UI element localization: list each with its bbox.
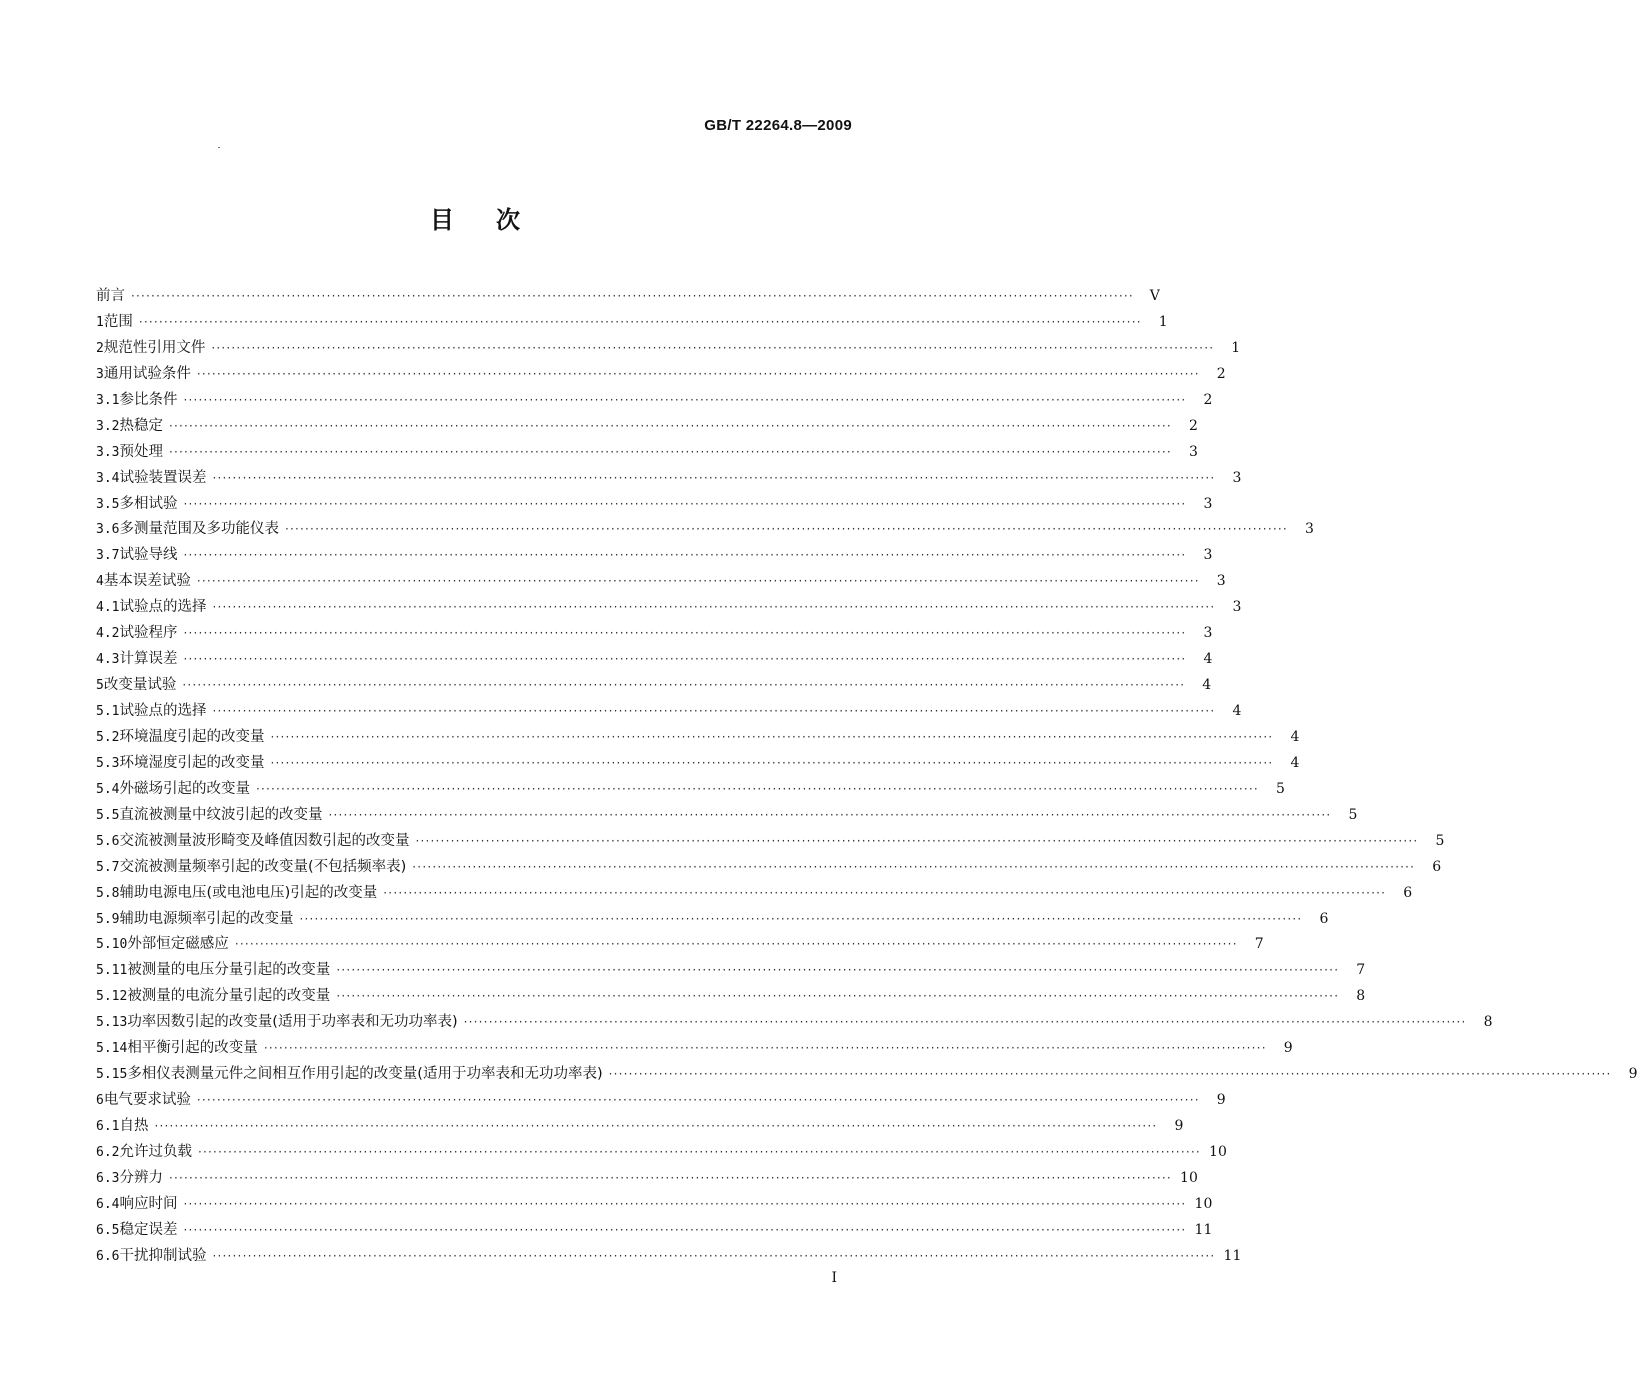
toc-entry[interactable] [96, 777, 1285, 803]
toc-leader-dots: ········································································································································································································ [168, 1170, 1172, 1185]
toc-entry-number: 3.7 [96, 548, 120, 564]
toc-leader-dots: ········································································································································································································ [383, 885, 1387, 900]
toc-entry-title: 前言 [96, 288, 125, 304]
toc-entry-page: 7 [1356, 962, 1366, 979]
toc-entry-page: 1 [1231, 339, 1241, 356]
toc-entry-page: 4 [1290, 728, 1300, 745]
toc-entry-title: 电气要求试验 [103, 1092, 191, 1109]
toc-entry-title: 试验点的选择 [119, 599, 207, 616]
toc-leader-dots: ········································································································································································································ [255, 781, 1259, 796]
toc-leader-dots: ········································································································································································································ [183, 1196, 1187, 1211]
toc-entry-title: 环境温度引起的改变量 [119, 728, 265, 745]
toc-title-char-2: 次 [496, 206, 520, 234]
toc-entry-number: 4.2 [96, 626, 120, 642]
toc-leader-dots: ········································································································································································································ [336, 989, 1340, 1004]
toc-entry[interactable] [96, 829, 1445, 855]
toc-entry[interactable] [96, 958, 1366, 984]
toc-entry-title: 被测量的电压分量引起的改变量 [127, 962, 331, 979]
toc-entry[interactable] [96, 699, 1242, 725]
toc-entry[interactable] [96, 1166, 1198, 1192]
toc-entry-number: 5.2 [96, 729, 120, 745]
toc-leader-dots: ········································································································································································································ [183, 652, 1187, 667]
toc-entry-title: 规范性引用文件 [103, 339, 206, 356]
toc-entry-page: 8 [1356, 988, 1366, 1005]
toc-leader-dots: ········································································································································································································ [131, 289, 1134, 303]
toc-entry[interactable] [96, 1244, 1242, 1270]
toc-entry-page: 6 [1403, 884, 1413, 901]
toc-entry-number: 6 [96, 1093, 104, 1109]
toc-entry[interactable] [96, 907, 1329, 933]
toc-entry-title: 改变量试验 [103, 677, 177, 694]
toc-entry[interactable] [96, 569, 1226, 595]
toc-entry[interactable] [96, 310, 1168, 336]
table-of-contents [96, 284, 1638, 1270]
toc-entry-page: 4 [1232, 703, 1242, 719]
toc-entry[interactable] [96, 466, 1242, 492]
toc-leader-dots: ········································································································································································································ [212, 600, 1216, 615]
toc-entry-title: 自热 [119, 1118, 149, 1134]
toc-entry-page: 9 [1283, 1040, 1293, 1057]
toc-entry-title: 热稳定 [119, 417, 163, 434]
toc-entry-page: 5 [1348, 806, 1358, 823]
toc-entry-page: 9 [1628, 1066, 1638, 1083]
toc-entry[interactable] [96, 284, 1160, 310]
toc-entry[interactable] [96, 595, 1242, 621]
toc-leader-dots: ········································································································································································································ [183, 626, 1187, 641]
toc-entry-number: 5.12 [96, 989, 128, 1005]
toc-leader-dots: ········································································································································································································ [284, 522, 1288, 537]
toc-entry-page: 2 [1216, 365, 1226, 382]
toc-entry-number: 2 [96, 340, 104, 356]
toc-entry-title: 交流被测量波形畸变及峰值因数引起的改变量 [119, 832, 410, 849]
toc-entry-title: 辅助电源电压(或电池电压)引起的改变量 [119, 884, 378, 901]
toc-entry[interactable] [96, 336, 1241, 362]
toc-entry-page: 7 [1254, 936, 1264, 953]
toc-entry-page: 11 [1223, 1247, 1242, 1264]
toc-entry-title: 被测量的电流分量引起的改变量 [127, 988, 331, 1005]
toc-entry-title: 试验程序 [119, 625, 178, 642]
toc-entry-title: 直流被测量中纹波引起的改变量 [119, 806, 323, 823]
toc-entry-title: 计算误差 [119, 651, 178, 668]
toc-entry-title: 范围 [103, 313, 133, 330]
toc-entry[interactable] [96, 362, 1226, 388]
toc-entry-title: 响应时间 [119, 1195, 178, 1212]
toc-entry-number: 3.5 [96, 496, 120, 512]
toc-entry-title: 环境湿度引起的改变量 [119, 754, 265, 771]
toc-entry-title: 交流被测量频率引起的改变量(不包括频率表) [119, 858, 407, 875]
toc-entry[interactable] [96, 673, 1212, 699]
toc-entry-number: 3 [96, 366, 104, 382]
toc-entry-number: 6.5 [96, 1222, 120, 1238]
page-number: I [831, 1270, 837, 1286]
toc-entry-page: 10 [1180, 1169, 1198, 1186]
toc-entry-page: 10 [1209, 1143, 1227, 1160]
toc-entry-number: 5.9 [96, 911, 120, 927]
toc-leader-dots: ········································································································································································································ [138, 314, 1142, 329]
toc-entry-page: 2 [1203, 391, 1213, 408]
toc-leader-dots: ········································································································································································································ [211, 340, 1215, 355]
toc-entry-title: 稳定误差 [119, 1221, 178, 1238]
toc-entry-title: 基本误差试验 [103, 573, 191, 590]
toc-leader-dots: ········································································································································································································ [412, 859, 1416, 874]
toc-entry[interactable] [96, 881, 1413, 907]
toc-entry-number: 6.1 [96, 1119, 120, 1134]
toc-entry[interactable] [96, 1010, 1493, 1036]
toc-leader-dots: ········································································································································································································ [415, 833, 1419, 848]
toc-entry-title: 多相仪表测量元件之间相互作用引起的改变量(适用于功率表和无功功率表) [127, 1066, 603, 1083]
toc-entry-title: 相平衡引起的改变量 [127, 1040, 258, 1057]
toc-entry-title: 分辨力 [119, 1169, 163, 1186]
toc-leader-dots: ········································································································································································································ [328, 807, 1332, 822]
toc-entry[interactable] [96, 1140, 1227, 1166]
toc-entry-page: 3 [1203, 547, 1213, 564]
toc-leader-dots: ········································································································································································································ [463, 1015, 1467, 1030]
toc-entry-page: 8 [1483, 1014, 1493, 1031]
toc-entry-number: 4.1 [96, 600, 120, 616]
toc-entry[interactable] [96, 725, 1300, 751]
toc-entry-number: 5.10 [96, 937, 128, 953]
toc-entry-number: 3.1 [96, 392, 120, 408]
toc-leader-dots: ········································································································································································································ [168, 418, 1172, 433]
toc-title-char-1: 目 [430, 206, 454, 234]
toc-entry-title: 外磁场引起的改变量 [119, 780, 250, 797]
toc-entry-page: 11 [1194, 1221, 1213, 1238]
toc-leader-dots: ········································································································································································································ [270, 729, 1274, 744]
toc-entry-number: 6.6 [96, 1248, 120, 1264]
toc-entry[interactable] [96, 1218, 1213, 1244]
toc-entry-title: 允许过负载 [119, 1143, 192, 1160]
toc-entry-title: 通用试验条件 [103, 365, 191, 382]
toc-entry[interactable] [96, 855, 1442, 881]
toc-entry[interactable] [96, 647, 1213, 673]
toc-entry-number: 5.3 [96, 755, 120, 771]
toc-leader-dots: ········································································································································································································ [168, 444, 1172, 459]
toc-entry-page: 3 [1232, 469, 1242, 486]
toc-entry-page: 2 [1188, 417, 1198, 434]
toc-leader-dots: ········································································································································································································ [212, 1248, 1216, 1263]
toc-entry[interactable] [96, 543, 1213, 569]
toc-entry-page: 4 [1203, 651, 1213, 668]
toc-entry-title: 多相试验 [119, 495, 178, 512]
toc-entry[interactable] [96, 440, 1198, 466]
toc-leader-dots: ········································································································································································································ [270, 755, 1274, 770]
toc-entry-title: 参比条件 [119, 391, 178, 408]
toc-entry-page: 5 [1275, 780, 1285, 797]
toc-entry-page: 3 [1188, 443, 1198, 460]
toc-entry-page: 4 [1290, 754, 1300, 771]
toc-entry[interactable] [96, 932, 1264, 958]
toc-entry-number: 3.3 [96, 444, 120, 460]
scan-speck [218, 147, 220, 148]
toc-leader-dots: ········································································································································································································ [197, 1144, 1201, 1159]
toc-leader-dots: ········································································································································································································ [196, 366, 1200, 381]
toc-entry-number: 5.15 [96, 1067, 128, 1083]
toc-entry-number: 5.11 [96, 963, 128, 979]
toc-leader-dots: ········································································································································································································ [196, 1093, 1200, 1108]
toc-entry-number: 6.3 [96, 1170, 120, 1186]
toc-entry-number: 5 [96, 678, 104, 694]
toc-entry-number: 4.3 [96, 652, 120, 668]
toc-entry[interactable] [96, 1114, 1184, 1140]
toc-entry[interactable] [96, 803, 1358, 829]
toc-entry-page: V [1149, 288, 1160, 304]
toc-entry-page: 6 [1432, 858, 1442, 875]
toc-entry[interactable] [96, 621, 1213, 647]
toc-entry-page: 6 [1319, 910, 1329, 927]
toc-entry-number: 6.4 [96, 1196, 120, 1212]
toc-entry[interactable] [96, 751, 1300, 777]
toc-entry[interactable] [96, 517, 1314, 543]
toc-entry-page: 3 [1304, 521, 1314, 538]
toc-leader-dots: ········································································································································································································ [299, 911, 1303, 926]
toc-leader-dots: ········································································································································································································ [182, 678, 1186, 693]
toc-leader-dots: ········································································································································································································ [154, 1119, 1158, 1133]
toc-entry[interactable] [96, 1088, 1226, 1114]
toc-leader-dots: ········································································································································································································ [234, 937, 1238, 952]
toc-entry[interactable] [96, 414, 1198, 440]
toc-entry[interactable] [96, 492, 1213, 518]
toc-entry-title: 辅助电源频率引起的改变量 [119, 910, 294, 927]
toc-entry-number: 5.7 [96, 859, 120, 875]
toc-entry[interactable] [96, 1192, 1213, 1218]
toc-entry-title: 外部恒定磁感应 [127, 936, 229, 953]
toc-entry-page: 3 [1203, 495, 1213, 512]
toc-entry-number: 5.1 [96, 704, 120, 719]
toc-entry-number: 3.4 [96, 470, 120, 486]
toc-entry[interactable] [96, 388, 1213, 414]
toc-entry[interactable] [96, 1062, 1638, 1088]
toc-leader-dots: ········································································································································································································ [212, 704, 1216, 718]
toc-entry-page: 10 [1194, 1195, 1213, 1212]
toc-entry-page: 1 [1158, 313, 1168, 330]
toc-entry-number: 5.4 [96, 781, 120, 797]
toc-leader-dots: ········································································································································································································ [212, 470, 1216, 485]
toc-entry-number: 3.2 [96, 418, 120, 434]
toc-entry-number: 3.6 [96, 522, 120, 538]
toc-entry-number: 1 [96, 314, 104, 330]
toc-entry-page: 9 [1216, 1092, 1226, 1109]
toc-entry-page: 5 [1435, 832, 1445, 849]
toc-entry-page: 3 [1203, 625, 1213, 642]
toc-leader-dots: ········································································································································································································ [183, 1222, 1187, 1237]
toc-entry[interactable] [96, 984, 1366, 1010]
toc-leader-dots: ········································································································································································································ [183, 392, 1187, 407]
toc-entry-number: 4 [96, 574, 104, 590]
toc-leader-dots: ········································································································································································································ [183, 548, 1187, 563]
toc-entry-number: 5.13 [96, 1015, 128, 1031]
toc-entry-page: 3 [1216, 573, 1226, 590]
toc-entry-number: 5.6 [96, 833, 120, 849]
toc-leader-dots: ········································································································································································································ [263, 1041, 1267, 1056]
toc-entry-number: 5.14 [96, 1041, 128, 1057]
toc-leader-dots: ········································································································································································································ [336, 963, 1340, 978]
toc-leader-dots: ········································································································································································································ [196, 574, 1200, 589]
toc-entry-page: 3 [1232, 599, 1242, 616]
toc-entry-number: 6.2 [96, 1144, 120, 1160]
toc-entry-number: 5.5 [96, 807, 120, 823]
toc-entry[interactable] [96, 1036, 1293, 1062]
toc-entry-number: 5.8 [96, 885, 120, 901]
toc-title [0, 200, 950, 235]
toc-entry-title: 干扰抑制试验 [119, 1247, 207, 1264]
toc-entry-page: 9 [1174, 1118, 1184, 1134]
toc-entry-title: 试验点的选择 [119, 703, 207, 719]
toc-entry-title: 预处理 [119, 443, 163, 460]
toc-entry-title: 功率因数引起的改变量(适用于功率表和无功功率表) [127, 1014, 458, 1031]
toc-entry-page: 4 [1202, 677, 1212, 694]
standard-code: GB/T 22264.8—2009 [704, 117, 852, 134]
toc-leader-dots: ········································································································································································································ [183, 496, 1187, 511]
toc-entry-title: 试验导线 [119, 547, 178, 564]
toc-entry-title: 试验装置误差 [119, 469, 207, 486]
toc-leader-dots: ········································································································································································································ [608, 1067, 1612, 1082]
toc-entry-title: 多测量范围及多功能仪表 [119, 521, 279, 538]
